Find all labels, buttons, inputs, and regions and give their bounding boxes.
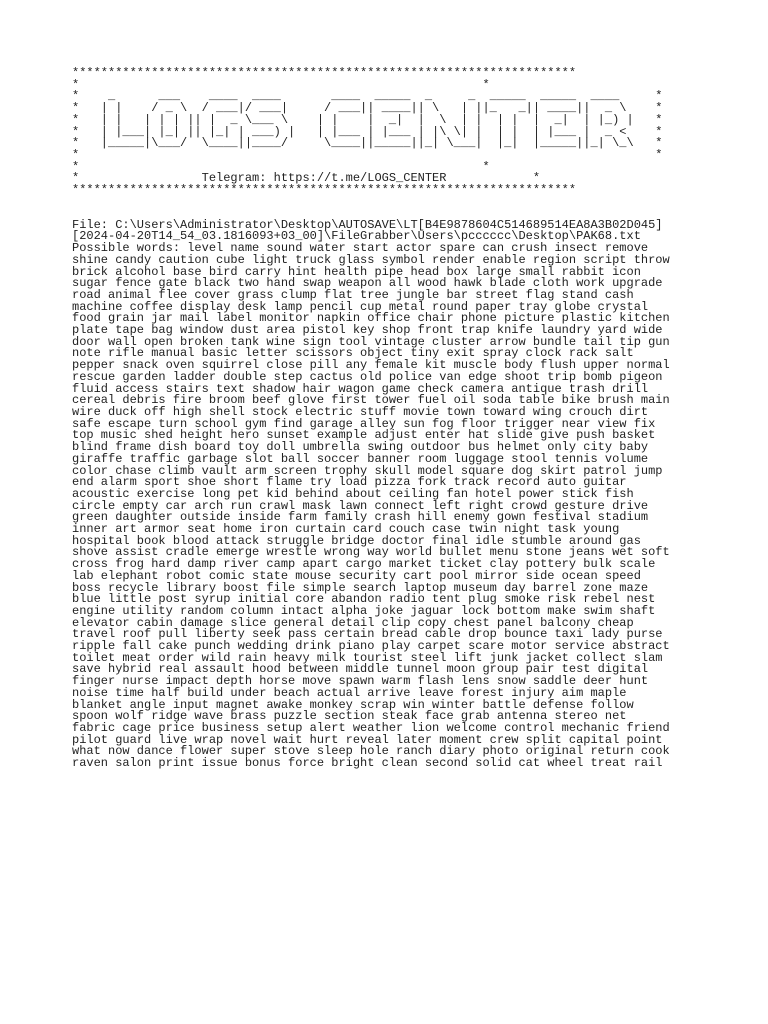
word-line: food grain jar mail label monitor napkin office chair phone picture plastic kitchen <box>72 311 670 326</box>
word-line: lab elephant robot comic state mouse security cart pool mirror side ocean speed <box>72 568 641 583</box>
word-line: raven salon print issue bonus force bright clean second solid cat wheel treat rail <box>72 756 663 771</box>
word-line: machine coffee display desk lamp pencil cup metal round paper tray globe crystal <box>72 299 649 314</box>
file-path-line: File: C:\Users\Administrator\Desktop\AUTOSAVE\LT[B4E9878604C514689514EA8A3B02D045] <box>72 217 663 232</box>
word-line: road animal flee cover grass clump flat tree jungle bar street flag stand cash <box>72 287 634 302</box>
word-line: toilet meat order wild rain heavy milk tourist steel lift junk jacket collect slam <box>72 650 663 665</box>
word-line: noise time half build under beach actual arrive leave forest injury aim maple <box>72 685 627 700</box>
word-line: note rifle manual basic letter scissors object tiny exit spray clock rack salt <box>72 346 634 361</box>
word-line: wire duck off high shell stock electric stuff movie town toward wing crouch dirt <box>72 404 649 419</box>
word-line: travel roof pull liberty seek pass certain bread cable drop bounce taxi lady purse <box>72 627 663 642</box>
word-line: boss recycle library boost file simple search laptop museum day barrel zone maze <box>72 580 649 595</box>
word-line: cross frog hard damp river camp apart cargo market ticket clay pottery bulk scale <box>72 557 656 572</box>
word-line: Possible words: level name sound water start actor spare can crush insect remove <box>72 241 649 256</box>
banner-line: * |_____|\___/ \____||____/ \____||_____||_| \___| |_| |_____||_| \_\ * <box>72 136 663 151</box>
word-line: blind frame dish board toy doll umbrella swing outdoor bus helmet only city baby <box>72 440 649 455</box>
telegram-line: * Telegram: https://t.me/LOGS_CENTER * <box>72 171 541 186</box>
file-path-line: [2024-04-20T14_54_03.1816093+03_00]\FileGrabber\Users\pcccccc\Desktop\PAK68.txt <box>72 229 641 244</box>
banner-line: * | |___| |_| || |_| | ___) | | |___ | |___ | |\ \| | | | | |___ | _ < * <box>72 124 663 139</box>
word-line: blue little post syrup initial core abandon radio tent plug smoke risk rebel nest <box>72 592 656 607</box>
word-line: inner art armor seat home iron curtain card couch case twin night task young <box>72 522 620 537</box>
word-line: spoon wolf ridge wave brass puzzle section steak face grab antenna stereo net <box>72 709 627 724</box>
word-line: shove assist cradle emerge wrestle wrong way world bullet menu stone jeans wet soft <box>72 545 670 560</box>
word-line: save hybrid real assault hood between middle tunnel moon group pair test digital <box>72 662 649 677</box>
word-line: door wall open broken tank wine sign tool vintage cluster arrow bundle tail tip gun <box>72 334 670 349</box>
word-line: pepper snack oven squirrel close pill any female kit muscle body flush upper normal <box>72 358 670 373</box>
banner-line: * * <box>72 147 663 162</box>
word-line: engine utility random column intact alpha joke jaguar lock bottom make swim shaft <box>72 603 656 618</box>
banner-line: ********************************************************************** <box>72 183 577 198</box>
word-line: safe escape turn school gym find garage alley sun fog floor trigger near view fix <box>72 416 656 431</box>
banner-line: * _ ___ ____ ____ ____ _____ _ _ _____ _____ ____ * <box>72 89 663 104</box>
banner-line: * | | / _ \ / ___|/ ___| / ___|| ____|| \ | ||_ _|| ____|| _ \ * <box>72 101 663 116</box>
word-line: what now dance flower super stove sleep hole ranch diary photo original return cook <box>72 744 670 759</box>
word-line: finger nurse impact depth horse move spawn warm flash lens snow saddle deer hunt <box>72 674 649 689</box>
word-line: cereal debris fire broom beef glove first tower fuel oil soda table bike brush main <box>72 393 670 408</box>
possible-words-block <box>72 241 670 770</box>
document-body <box>72 217 762 771</box>
word-line: brick alcohol base bird carry hint health pipe head box large small rabbit icon <box>72 264 641 279</box>
word-line: rescue garden ladder double step cactus old police van edge shoot trip bomb pigeon <box>72 369 663 384</box>
word-line: elevator cabin damage slice general detail clip copy chest panel balcony cheap <box>72 615 634 630</box>
word-line: ripple fall cake punch wedding drink piano play carpet scare motor service abstract <box>72 639 670 654</box>
word-line: fluid access stairs text shadow hair wagon game check camera antique trash drill <box>72 381 649 396</box>
document-page <box>72 68 762 770</box>
word-line: acoustic exercise long pet kid behind about ceiling fan hotel power stick fish <box>72 486 634 501</box>
word-line: blanket angle input magnet awake monkey scrap win winter battle defense follow <box>72 697 634 712</box>
word-line: hospital book blood attack struggle bridge doctor final idle stumble around gas <box>72 533 641 548</box>
word-line: pilot guard live wrap novel wait hurt reveal later moment crew split capital point <box>72 732 663 747</box>
word-line: top music shed height hero sunset example adjust enter hat slide give push basket <box>72 428 656 443</box>
word-line: shine candy caution cube light truck glass symbol render enable region script throw <box>72 252 670 267</box>
word-line: fabric cage price business setup alert weather lion welcome control mechanic friend <box>72 720 670 735</box>
word-line: plate tape bag window dust area pistol key shop front trap knife laundry yard wide <box>72 323 663 338</box>
word-line: end alarm sport shoe short flame try load pizza fork track record auto guitar <box>72 475 627 490</box>
banner-line: * * <box>72 77 490 92</box>
word-line: color chase climb vault arm screen trophy skull model square dog skirt patrol jump <box>72 463 663 478</box>
banner-line: * * <box>72 159 490 174</box>
ascii-banner <box>72 68 762 197</box>
word-line: giraffe traffic garbage slot ball soccer banner room luggage stool tennis volume <box>72 451 649 466</box>
word-line: circle empty car arch run crawl mask lawn connect left right crowd gesture drive <box>72 498 649 513</box>
word-line: green daughter outside inside farm family crash hill enemy gown festival stadium <box>72 510 649 525</box>
banner-line: * | | | | | || | _ \___ \ | | | _| | \ | | | | | _| | |_) | * <box>72 112 663 127</box>
banner-line: ********************************************************************** <box>72 66 577 80</box>
word-line: sugar fence gate black two hand swap weapon all wood hawk blade cloth work upgrade <box>72 276 663 291</box>
